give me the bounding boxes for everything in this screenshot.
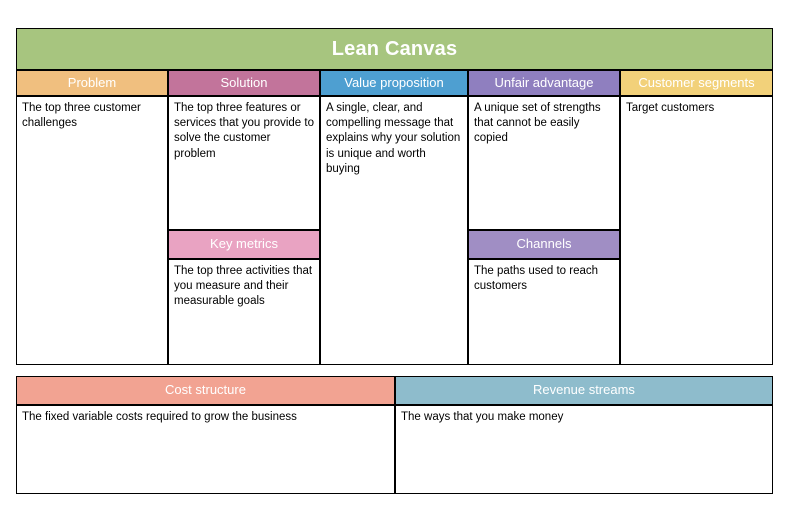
block-text-customer-segments: Target customers <box>626 102 715 114</box>
block-text-unfair-advantage: A unique set of strengths that cannot be easily copied <box>474 102 601 145</box>
block-text-revenue-streams: The ways that you make money <box>401 411 564 423</box>
block-cell-customer-segments <box>620 96 773 365</box>
canvas-title: Lean Canvas <box>16 28 773 70</box>
block-header-value-proposition: Value proposition <box>320 70 468 96</box>
block-text-key-metrics: The top three activities that you measure and their measurable goals <box>174 265 313 308</box>
block-text-cost-structure: The fixed variable costs required to grow the business <box>22 411 297 423</box>
block-header-solution: Solution <box>168 70 320 96</box>
block-header-customer-segments: Customer segments <box>620 70 773 96</box>
block-header-unfair-advantage: Unfair advantage <box>468 70 620 96</box>
block-header-problem: Problem <box>16 70 168 96</box>
block-cell-value-proposition <box>320 96 468 365</box>
block-text-value-proposition: A single, clear, and compelling message that explains why your solution is unique and worth buying <box>326 102 461 175</box>
block-cell-revenue-streams <box>395 405 773 494</box>
block-text-problem: The top three customer challenges <box>22 102 141 130</box>
lean-canvas <box>16 28 773 494</box>
block-cell-key-metrics <box>168 259 320 365</box>
block-cell-problem <box>16 96 168 365</box>
block-cell-channels <box>468 259 620 365</box>
block-header-key-metrics: Key metrics <box>168 230 320 259</box>
block-header-channels: Channels <box>468 230 620 259</box>
block-cell-unfair-advantage <box>468 96 620 230</box>
block-cell-cost-structure <box>16 405 395 494</box>
block-cell-solution <box>168 96 320 230</box>
block-header-revenue-streams: Revenue streams <box>395 376 773 405</box>
block-text-solution: The top three features or services that you provide to solve the customer problem <box>174 102 314 160</box>
block-header-cost-structure: Cost structure <box>16 376 395 405</box>
block-text-channels: The paths used to reach customers <box>474 265 599 293</box>
